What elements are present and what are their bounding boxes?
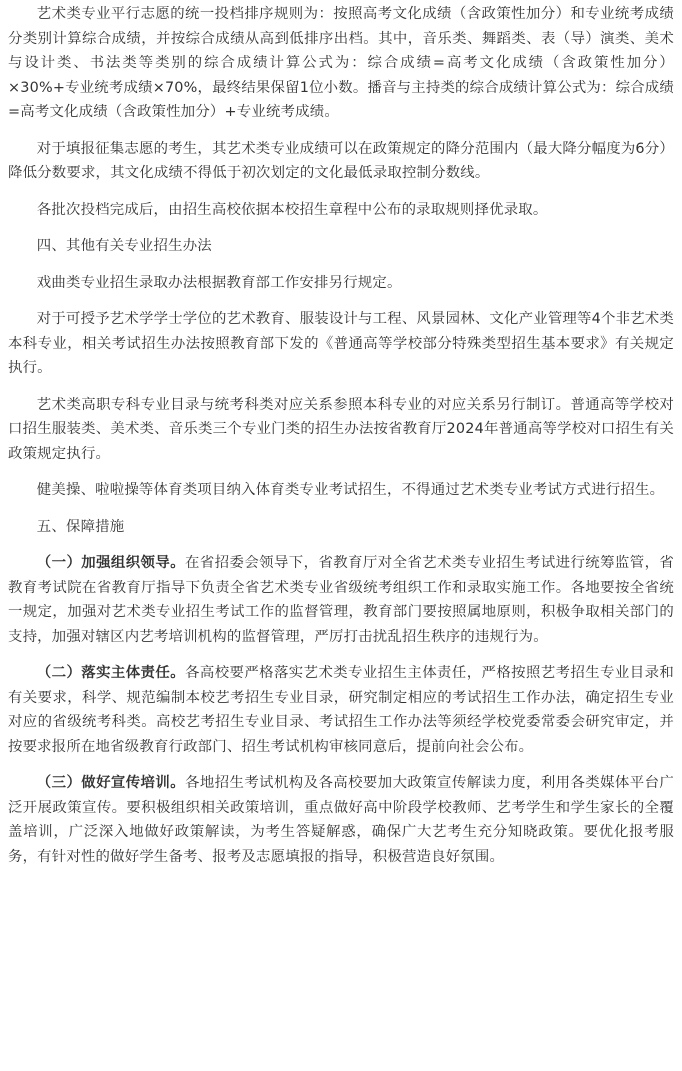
paragraph-text: 各高校要严格落实艺术类专业招生主体责任，严格按照艺考招生专业目录和有关要求，科学、规范编制本校艺考招生专业目录，研究制定相应的考试招生工作办法，确定招生专业对应的省级统考科类。高校艺考招生专业目录、考试招生工作办法等须经学校党委常委会研究审定，并按要求报所在地省级教育行政部门、招生考试机构审核同意后，提前向社会公布。 xyxy=(8,665,674,755)
section-heading-safeguards xyxy=(8,515,674,540)
paragraph-aerobics xyxy=(8,478,674,503)
paragraph-non-art-majors xyxy=(8,307,674,381)
paragraph-text: 各批次投档完成后，由招生高校依据本校招生章程中公布的录取规则择优录取。 xyxy=(36,201,548,218)
paragraph-text: 戏曲类专业招生录取办法根据教育部工作安排另行规定。 xyxy=(36,274,402,291)
paragraph-organization-leadership xyxy=(8,551,674,649)
paragraph-text: 对于可授予艺术学学士学位的艺术教育、服装设计与工程、风景园林、文化产业管理等4个非艺术类本科专业，相关考试招生办法按照教育部下发的《普通高等学校部分特殊类型招生基本要求》有关规定执行。 xyxy=(8,311,674,376)
paragraph-text: 四、其他有关专业招生办法 xyxy=(36,238,212,254)
paragraph-vocational xyxy=(8,393,674,467)
paragraph-text: 在省招委会领导下，省教育厅对全省艺术类专业招生考试进行统筹监管，省教育考试院在省教育厅指导下负责全省艺术类专业省级统考组织工作和录取实施工作。各地要按全省统一规定，加强对艺术类专业招生考试工作的监督管理，教育部门要按照属地原则，积极争取相关部门的支持，加强对辖区内艺考培训机构的监督管理，严厉打击扰乱招生秩序的违规行为。 xyxy=(8,555,674,645)
paragraph-main-responsibility xyxy=(8,661,674,759)
paragraph-lead: （三）做好宣传培训。 xyxy=(36,775,186,791)
paragraph-lead: （一）加强组织领导。 xyxy=(36,555,186,571)
paragraph-text: 对于填报征集志愿的考生，其艺术类专业成绩可以在政策规定的降分范围内（最大降分幅度为6分）降低分数要求，其文化成绩不得低于初次划定的文化最低录取控制分数线。 xyxy=(8,140,674,181)
paragraph-scoring-rules xyxy=(8,2,674,125)
paragraph-publicity-training xyxy=(8,771,674,869)
paragraph-supplementary-volunteer xyxy=(8,137,674,186)
paragraph-text: 各地招生考试机构及各高校要加大政策宣传解读力度，利用各类媒体平台广泛开展政策宣传。要积极组织相关政策培训，重点做好高中阶段学校教师、艺考学生和学生家长的全覆盖培训，广泛深入地做好政策解读，为考生答疑解惑，确保广大艺考生充分知晓政策。要优化报考服务，有针对性的做好学生备考、报考及志愿填报的指导，积极营造良好氛围。 xyxy=(8,775,674,865)
paragraph-lead: （二）落实主体责任。 xyxy=(36,665,186,681)
paragraph-text: 五、保障措施 xyxy=(36,518,125,535)
paragraph-opera xyxy=(8,271,674,296)
section-heading-other-majors xyxy=(8,234,674,259)
paragraph-text: 艺术类专业平行志愿的统一投档排序规则为：按照高考文化成绩（含政策性加分）和专业统考成绩分类别计算综合成绩，并按综合成绩从高到低排序出档。其中，音乐类、舞蹈类、表（导）演类、美术与设计类、书法类等类别的综合成绩计算公式为：综合成绩=高考文化成绩（含政策性加分）×30%+专业统考成绩×70%，最终结果保留1位小数。播音与主持类的综合成绩计算公式为：综合成绩=高考文化成绩（含政策性加分）+专业统考成绩。 xyxy=(8,6,674,120)
paragraph-text: 艺术类高职专科专业目录与统考科类对应关系参照本科专业的对应关系另行制订。普通高等学校对口招生服装类、美术类、音乐类三个专业门类的招生办法按省教育厅2024年普通高等学校对口招生有关政策规定执行。 xyxy=(8,396,674,462)
paragraph-text: 健美操、啦啦操等体育类项目纳入体育类专业考试招生，不得通过艺术类专业考试方式进行招生。 xyxy=(36,482,665,498)
paragraph-admission xyxy=(8,198,674,223)
